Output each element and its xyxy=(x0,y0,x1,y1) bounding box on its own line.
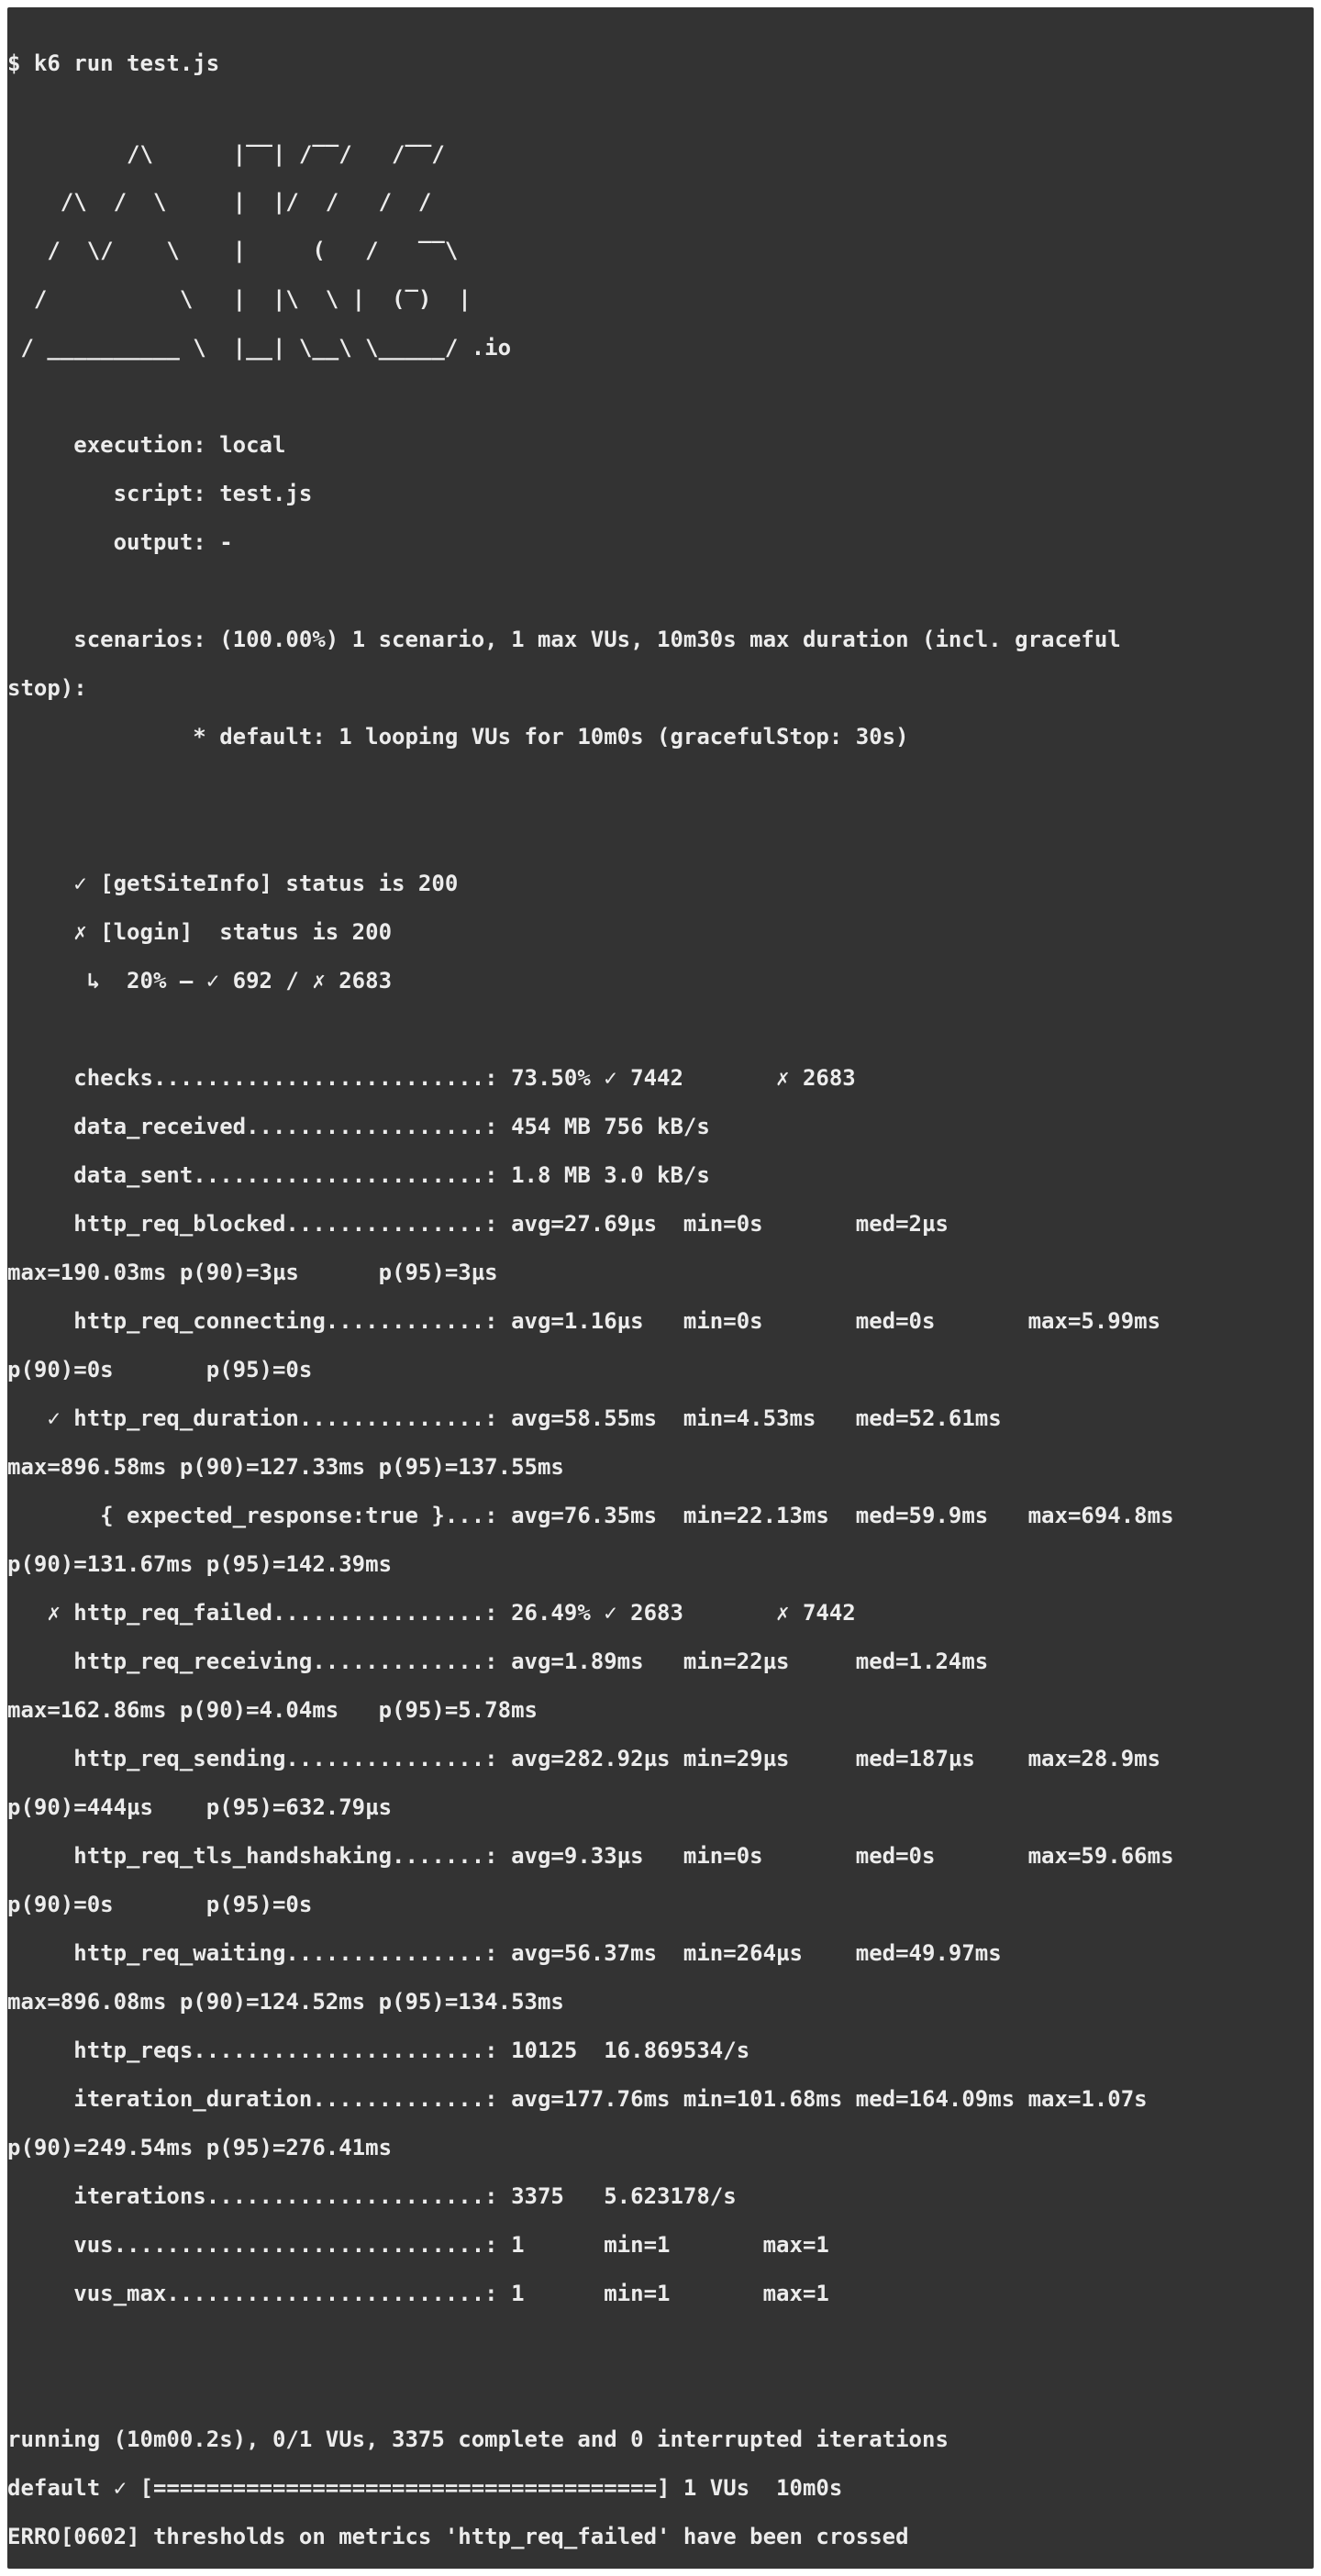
error-line: ERRO[0602] thresholds on metrics 'http_req_failed' have been crossed xyxy=(7,2524,909,2549)
execution-line: execution: local xyxy=(7,432,286,458)
metric-vus-max: vus_max........................: 1 min=1 max=1 xyxy=(7,2281,829,2306)
metric-iterations: iterations.....................: 3375 5.623178/s xyxy=(7,2183,737,2209)
metric-wrap-line: max=162.86ms p(90)=4.04ms p(95)=5.78ms xyxy=(7,1697,538,1723)
metric-http-req-receiving: http_req_receiving.............: avg=1.89ms min=22µs med=1.24ms xyxy=(7,1649,989,1674)
script-line: script: test.js xyxy=(7,481,313,506)
metric-expected-response: { expected_response:true }...: avg=76.35ms min=22.13ms med=59.9ms max=694.8ms xyxy=(7,1503,1174,1528)
ascii-logo-line: / \/ \ | ( / ‾‾\ xyxy=(7,238,459,263)
metric-checks: checks.........................: 73.50% ✓ 7442 ✗ 2683 xyxy=(7,1065,856,1091)
metric-http-req-tls-handshaking: http_req_tls_handshaking.......: avg=9.33µs min=0s med=0s max=59.66ms xyxy=(7,1843,1174,1869)
command-line: $ k6 run test.js xyxy=(7,50,220,76)
ascii-logo-line: /\ / \ | |/ / / / xyxy=(7,189,432,215)
metric-http-reqs: http_reqs......................: 10125 16.869534/s xyxy=(7,2037,750,2063)
check-summary-line: ↳ 20% — ✓ 692 / ✗ 2683 xyxy=(7,968,393,994)
metric-wrap-line: p(90)=444µs p(95)=632.79µs xyxy=(7,1794,393,1820)
check-passed-line: ✓ [getSiteInfo] status is 200 xyxy=(7,871,459,896)
progress-bar-line: default ✓ [======================================] 1 VUs 10m0s xyxy=(7,2475,843,2501)
default-scenario-line: * default: 1 looping VUs for 10m0s (gracefulStop: 30s) xyxy=(7,724,909,749)
metric-wrap-line: p(90)=131.67ms p(95)=142.39ms xyxy=(7,1551,393,1577)
metric-http-req-failed: ✗ http_req_failed................: 26.49% ✓ 2683 ✗ 7442 xyxy=(7,1600,856,1626)
metric-http-req-sending: http_req_sending...............: avg=282.92µs min=29µs med=187µs max=28.9ms xyxy=(7,1746,1161,1771)
terminal-window xyxy=(7,7,1314,2569)
metric-wrap-line: p(90)=249.54ms p(95)=276.41ms xyxy=(7,2135,393,2160)
metric-wrap-line: p(90)=0s p(95)=0s xyxy=(7,1892,313,1917)
metric-http-req-blocked: http_req_blocked...............: avg=27.69µs min=0s med=2µs xyxy=(7,1211,949,1237)
metric-vus: vus............................: 1 min=1 max=1 xyxy=(7,2232,829,2258)
metric-wrap-line: max=896.58ms p(90)=127.33ms p(95)=137.55ms xyxy=(7,1454,564,1480)
metric-http-req-duration: ✓ http_req_duration..............: avg=58.55ms min=4.53ms med=52.61ms xyxy=(7,1405,1002,1431)
running-status-line: running (10m00.2s), 0/1 VUs, 3375 complete and 0 interrupted iterations xyxy=(7,2426,949,2452)
ascii-logo-line: / \ | |\ \ | (‾) | xyxy=(7,286,472,312)
metric-http-req-waiting: http_req_waiting...............: avg=56.37ms min=264µs med=49.97ms xyxy=(7,1940,1002,1966)
output-line: output: - xyxy=(7,529,233,555)
metric-wrap-line: max=190.03ms p(90)=3µs p(95)=3µs xyxy=(7,1260,498,1285)
metric-http-req-connecting: http_req_connecting............: avg=1.16µs min=0s med=0s max=5.99ms xyxy=(7,1308,1161,1334)
metric-data-received: data_received..................: 454 MB 756 kB/s xyxy=(7,1114,710,1139)
scenarios-line: scenarios: (100.00%) 1 scenario, 1 max VUs, 10m30s max duration (incl. graceful xyxy=(7,627,1121,652)
metric-iteration-duration: iteration_duration.............: avg=177.76ms min=101.68ms med=164.09ms max=1.07s xyxy=(7,2086,1148,2112)
metric-data-sent: data_sent......................: 1.8 MB 3.0 kB/s xyxy=(7,1162,710,1188)
metric-wrap-line: p(90)=0s p(95)=0s xyxy=(7,1357,313,1382)
ascii-logo-line: /\ |‾‾| /‾‾/ /‾‾/ xyxy=(7,141,445,167)
scenarios-line-wrap: stop): xyxy=(7,675,87,701)
metric-wrap-line: max=896.08ms p(90)=124.52ms p(95)=134.53ms xyxy=(7,1989,564,2015)
ascii-logo-line: / __________ \ |__| \__\ \_____/ .io xyxy=(7,335,512,361)
check-failed-line: ✗ [login] status is 200 xyxy=(7,919,393,945)
